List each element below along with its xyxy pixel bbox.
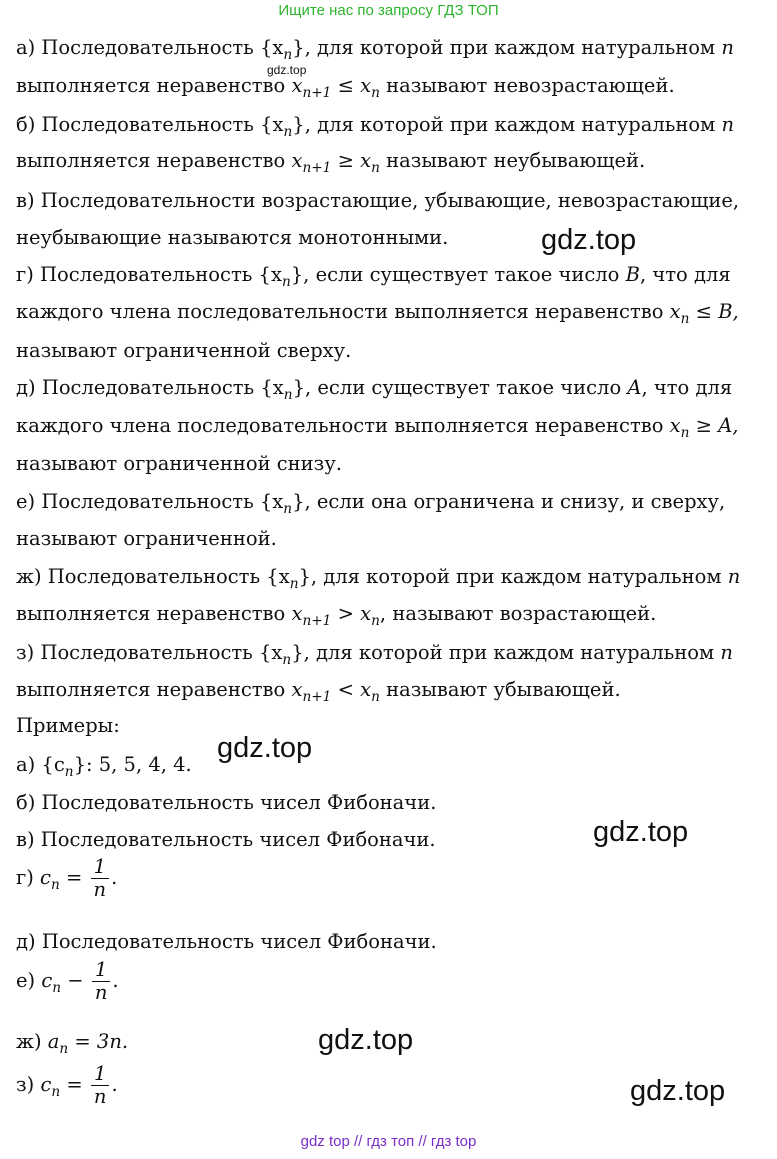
watermark-2: gdz.top	[217, 732, 313, 764]
definition-d-line3: называют ограниченной снизу.	[16, 452, 342, 475]
definition-a-line1: а) Последовательность $\{x_n\}$, для которой при каждом натуральном n	[16, 36, 734, 63]
definition-e-line1: е) Последовательность $\{x_n\}$, если она ограничена и снизу, и сверху,	[16, 490, 726, 517]
definition-a-line2: выполняется неравенство $x_{n+1} \le x_n$ называют невозрастающей.	[16, 74, 675, 101]
definition-d-line1: д) Последовательность $\{x_n\}$, если существует такое число A, что для	[16, 376, 733, 403]
watermark-3: gdz.top	[593, 816, 689, 848]
example-z: з) $c_n$ = $\frac{1}{n}$ .	[16, 1062, 118, 1108]
definition-b-line1: б) Последовательность $\{x_n\}$, для которой при каждом натуральном n	[16, 113, 735, 140]
definition-g-line2: каждого члена последовательности выполняется неравенство $x_n \le B$,	[16, 300, 739, 327]
example-b: б) Последовательность чисел Фибоначи.	[16, 791, 437, 814]
definition-e-line2: называют ограниченной.	[16, 527, 277, 550]
fraction: $\frac{1}{n}$	[91, 1063, 110, 1108]
definition-d-line2: каждого члена последовательности выполняется неравенство $x_n \ge A$,	[16, 414, 739, 441]
definition-z-line1: з) Последовательность $\{x_n\}$, для которой при каждом натуральном n	[16, 641, 733, 668]
definition-zh-line1: ж) Последовательность $\{x_n\}$, для которой при каждом натуральном n	[16, 565, 741, 592]
definition-b-line2: выполняется неравенство $x_{n+1} \ge x_n$ называют неубывающей.	[16, 149, 646, 176]
examples-title: Примеры:	[16, 714, 120, 737]
example-v: в) Последовательность чисел Фибоначи.	[16, 828, 436, 851]
example-d: д) Последовательность чисел Фибоначи.	[16, 930, 437, 953]
definition-g-line3: называют ограниченной сверху.	[16, 339, 352, 362]
example-e: е) $c_n$ − $\frac{1}{n}$ .	[16, 958, 119, 1004]
example-a: а) $\{c_n\}$: 5, 5, 4, 4.	[16, 753, 192, 780]
header-banner: Ищите нас по запросу ГДЗ ТОП	[278, 2, 499, 19]
watermark-small: gdz.top	[267, 63, 307, 77]
fraction: $\frac{1}{n}$	[92, 959, 111, 1004]
definition-zh-line2: выполняется неравенство $x_{n+1} > x_n$, называют возрастающей.	[16, 602, 657, 629]
definition-v-line2: неубывающие называются монотонными.	[16, 226, 449, 249]
definition-v-line1: в) Последовательности возрастающие, убывающие, невозрастающие,	[16, 189, 740, 212]
definition-z-line2: выполняется неравенство $x_{n+1} < x_n$ называют убывающей.	[16, 678, 621, 705]
example-g: г) $c_n$ = $\frac{1}{n}$ .	[16, 855, 118, 901]
definition-g-line1: г) Последовательность $\{x_n\}$, если существует такое число B, что для	[16, 263, 731, 290]
watermark-5: gdz.top	[630, 1075, 726, 1107]
watermark-1: gdz.top	[541, 224, 637, 256]
example-zh: ж) $a_n = 3n$.	[16, 1030, 129, 1057]
watermark-4: gdz.top	[318, 1024, 414, 1056]
footer-banner: gdz top // гдз топ // гдз top	[300, 1133, 477, 1150]
fraction: $\frac{1}{n}$	[91, 856, 110, 901]
